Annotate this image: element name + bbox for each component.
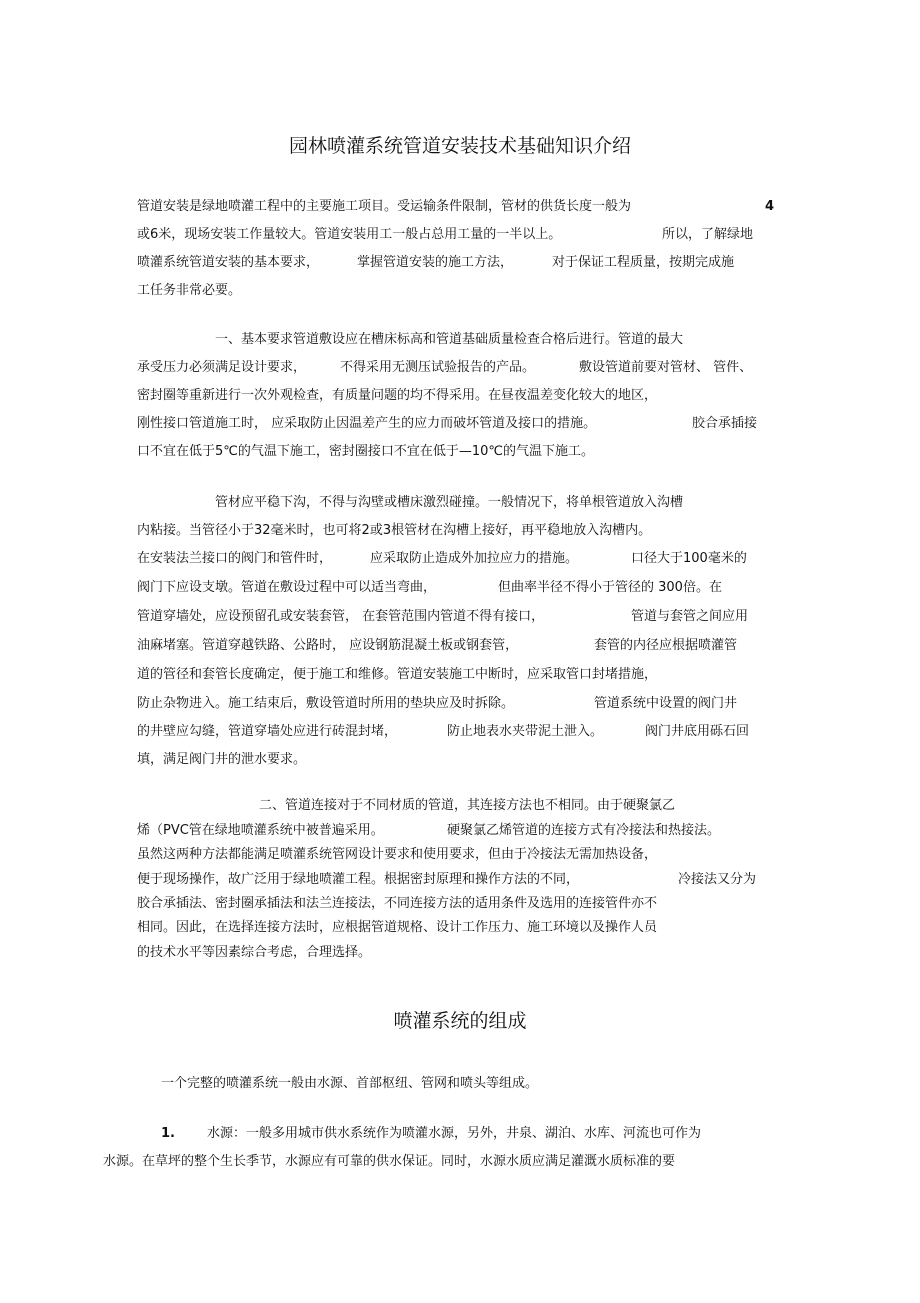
s1-line-1: 一、基本要求管道敷设应在槽床标高和管道基础质量检查合格后进行。管道的最大 xyxy=(215,332,684,347)
s2-line-3a: 在安装法兰接口的阀门和管件时， xyxy=(137,551,333,566)
s1-line-5: 口不宜在低于5℃的气温下施工，密封圈接口不宜在低于—10℃的气温下施工。 xyxy=(137,444,595,459)
intro-line-2b: 所以，了解绿地 xyxy=(662,227,754,242)
s3-line-2b: 硬聚氯乙烯管道的连接方式有冷接法和热接法。 xyxy=(447,823,721,838)
s2-line-5a: 管道穿墙处，应设预留孔或安装套管， 在套管范围内管道不得有接口， xyxy=(137,609,545,624)
s2-line-5b: 管道与套管之间应用 xyxy=(631,609,749,624)
section-subtitle: 喷灌系统的组成 xyxy=(393,1010,527,1032)
s2-line-4b: 但曲率半径不得小于管径的 300倍。在 xyxy=(498,580,722,595)
comp-line-2: 水源：一般多用城市供水系统作为喷灌水源，另外，井泉、湖泊、水库、河流也可作为 xyxy=(207,1126,702,1141)
comp-line-3: 水源。在草坪的整个生长季节，水源应有可靠的供水保证。同时，水源水质应满足灌溉水质标准的要 xyxy=(103,1154,676,1169)
s2-line-10: 填，满足阀门井的泄水要求。 xyxy=(137,752,307,767)
comp-item-number: 1. xyxy=(161,1126,175,1141)
intro-line-3c: 对于保证工程质量，按期完成施 xyxy=(552,255,735,270)
s3-line-6: 相同。因此，在选择连接方法时，应根据管道规格、设计工作压力、施工环境以及操作人员 xyxy=(137,920,658,935)
s2-line-8b: 管道系统中设置的阀门井 xyxy=(594,696,738,711)
document-title: 园林喷灌系统管道安装技术基础知识介绍 xyxy=(288,135,631,157)
intro-line-2a: 或6米，现场安装工作量较大。管道安装用工一般占总用工量的一半以上。 xyxy=(137,227,562,242)
s3-line-3: 虽然这两种方法都能满足喷灌系统管网设计要求和使用要求，但由于冷接法无需加热设备， xyxy=(137,847,658,862)
s1-line-3: 密封圈等重新进行一次外观检查，有质量问题的均不得采用。在昼夜温差变化较大的地区， xyxy=(137,388,658,403)
s3-line-4a: 便于现场操作，故广泛用于绿地喷灌工程。根据密封原理和操作方法的不同， xyxy=(137,872,580,887)
s2-line-1: 管材应平稳下沟，不得与沟壁或槽床激烈碰撞。一般情况下，将单根管道放入沟槽 xyxy=(215,495,684,510)
s2-line-9b: 防止地表水夹带泥土泄入。 xyxy=(447,724,604,739)
s3-line-5: 胶合承插法、密封圈承插法和法兰连接法，不同连接方法的适用条件及选用的连接管件亦不 xyxy=(137,896,658,911)
s2-line-2: 内粘接。当管径小于32毫米时，也可将2或3根管材在沟槽上接好，再平稳地放入沟槽内。 xyxy=(137,523,652,538)
s1-line-2c: 敷设管道前要对管材、 管件、 xyxy=(579,360,753,375)
s2-line-3c: 口径大于100毫米的 xyxy=(631,551,747,566)
intro-line-1b: 4 xyxy=(765,199,775,214)
comp-line-1: 一个完整的喷灌系统一般由水源、首部枢纽、管网和喷头等组成。 xyxy=(161,1076,539,1091)
s2-line-6a: 油麻堵塞。管道穿越铁路、公路时， 应设钢筋混凝土板或钢套管， xyxy=(137,638,519,653)
s2-line-7: 道的管径和套管长度确定，便于施工和维修。管道安装施工中断时，应采取管口封堵措施， xyxy=(137,667,658,682)
s2-line-4a: 阀门下应设支墩。管道在敷设过程中可以适当弯曲， xyxy=(137,580,437,595)
s3-line-1: 二、管道连接对于不同材质的管道，其连接方法也不相同。由于硬聚氯乙 xyxy=(259,798,676,813)
intro-line-1a: 管道安装是绿地喷灌工程中的主要施工项目。受运输条件限制，管材的供货长度一般为 xyxy=(137,199,632,214)
s2-line-9c: 阀门井底用砾石回 xyxy=(645,724,750,739)
s2-line-6b: 套管的内径应根据喷灌管 xyxy=(594,638,738,653)
s2-line-9a: 的井壁应勾缝，管道穿墙处应进行砖混封堵， xyxy=(137,724,398,739)
intro-line-4: 工任务非常必要。 xyxy=(137,283,242,298)
s1-line-4b: 胶合承插接 xyxy=(692,416,758,431)
s1-line-2a: 承受压力必须满足设计要求， xyxy=(137,360,307,375)
s1-line-2b: 不得采用无测压试验报告的产品。 xyxy=(340,360,536,375)
s3-line-4b: 冷接法又分为 xyxy=(678,872,757,887)
s3-line-2a: 烯（PVC管在绿地喷灌系统中被普遍采用。 xyxy=(137,823,384,838)
s3-line-7: 的技术水平等因素综合考虑，合理选择。 xyxy=(137,945,372,960)
intro-line-3b: 掌握管道安装的施工方法， xyxy=(357,255,514,270)
s1-line-4a: 刚性接口管道施工时， 应采取防止因温差产生的应力而破坏管道及接口的措施。 xyxy=(137,416,597,431)
s2-line-3b: 应采取防止造成外加拉应力的措施。 xyxy=(370,551,579,566)
intro-line-3a: 喷灌系统管道安装的基本要求， xyxy=(137,255,320,270)
s2-line-8a: 防止杂物进入。施工结束后，敷设管道时所用的垫块应及时拆除。 xyxy=(137,696,515,711)
